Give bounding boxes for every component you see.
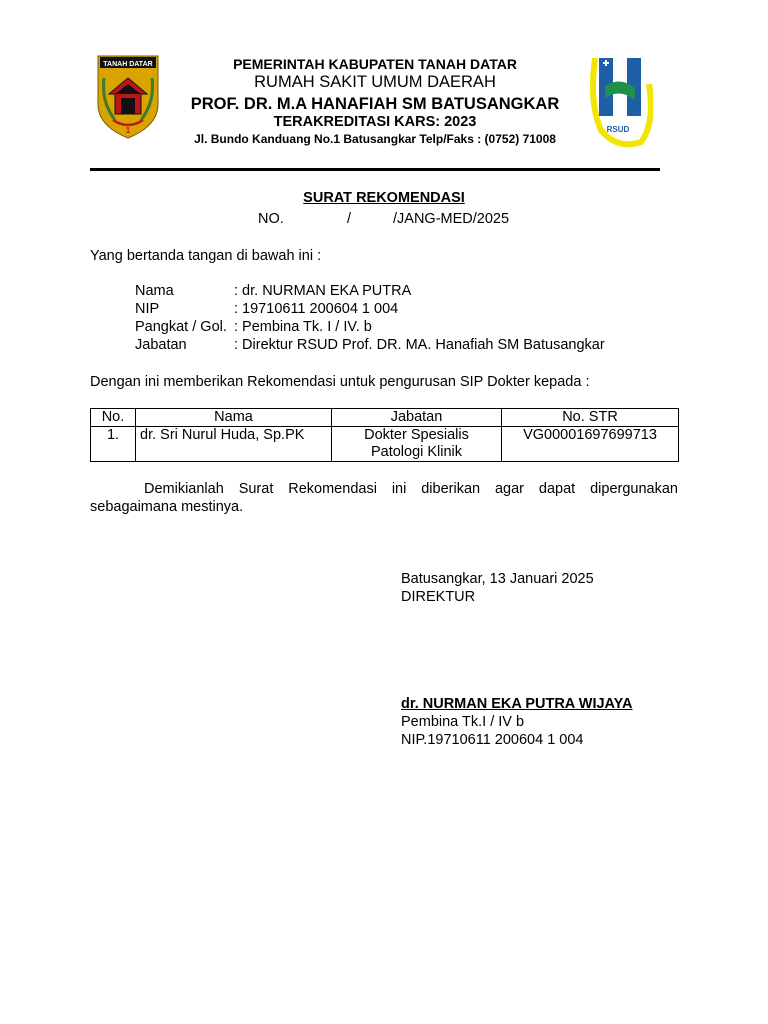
hospital-name: PROF. DR. M.A HANAFIAH SM BATUSANGKAR bbox=[190, 95, 560, 113]
signer-value-pangkat: : Pembina Tk. I / IV. b bbox=[234, 319, 372, 335]
signer-label-nip: NIP bbox=[135, 301, 160, 317]
signer-label-pangkat: Pangkat / Gol. bbox=[135, 319, 227, 335]
column-header-no: No. bbox=[91, 409, 136, 427]
letter-number-prefix: NO. bbox=[258, 211, 284, 227]
purpose-text: Dengan ini memberikan Rekomendasi untuk pengurusan SIP Dokter kepada : bbox=[90, 374, 590, 390]
signature-name: dr. NURMAN EKA PUTRA WIJAYA bbox=[401, 696, 633, 712]
rsud-logo-text: RSUD bbox=[606, 125, 630, 134]
letterhead-divider bbox=[90, 168, 660, 171]
cell-no: 1. bbox=[91, 427, 136, 462]
recommendation-table bbox=[90, 408, 679, 462]
signature-nip: NIP.19710611 200604 1 004 bbox=[401, 732, 584, 748]
government-name: PEMERINTAH KABUPATEN TANAH DATAR bbox=[233, 56, 517, 72]
tanah-datar-coat-of-arms-icon bbox=[95, 54, 161, 140]
letter-title: SURAT REKOMENDASI bbox=[303, 190, 465, 206]
table-row bbox=[91, 427, 679, 462]
signature-position: DIREKTUR bbox=[401, 589, 476, 605]
closing-paragraph: Demikianlah Surat Rekomendasi ini diberikan agar dapat dipergunakan sebagaimana mestinya. bbox=[90, 481, 678, 515]
letter-number-separator: / bbox=[347, 211, 352, 227]
cell-nama: dr. Sri Nurul Huda, Sp.PK bbox=[136, 427, 332, 462]
column-header-nama: Nama bbox=[136, 409, 332, 427]
accreditation: TERAKREDITASI KARS: 2023 bbox=[273, 114, 477, 130]
intro-text: Yang bertanda tangan di bawah ini : bbox=[90, 248, 322, 264]
signature-place-date: Batusangkar, 13 Januari 2025 bbox=[401, 571, 594, 587]
signer-label-jabatan: Jabatan bbox=[135, 337, 187, 353]
cell-jabatan-line1: Dokter Spesialis bbox=[364, 427, 469, 443]
column-header-str: No. STR bbox=[502, 409, 679, 427]
signature-rank: Pembina Tk.I / IV b bbox=[401, 714, 525, 730]
table-header-row bbox=[91, 409, 679, 427]
hospital-address: Jl. Bundo Kanduang No.1 Batusangkar Telp/Faks : (0752) 71008 bbox=[194, 132, 556, 146]
cell-str: VG00001697699713 bbox=[502, 427, 679, 462]
signer-value-nama: : dr. NURMAN EKA PUTRA bbox=[234, 283, 412, 299]
cell-jabatan bbox=[332, 427, 502, 462]
signer-value-jabatan: : Direktur RSUD Prof. DR. MA. Hanafiah SM Batusangkar bbox=[234, 337, 605, 353]
column-header-jabatan: Jabatan bbox=[332, 409, 502, 427]
hospital-type: RUMAH SAKIT UMUM DAERAH bbox=[254, 73, 496, 91]
cell-jabatan-line2: Patologi Klinik bbox=[370, 444, 463, 460]
svg-text:1: 1 bbox=[125, 126, 131, 135]
rsud-hospital-logo-icon bbox=[589, 54, 653, 150]
letter-number-suffix: /JANG-MED/2025 bbox=[393, 211, 510, 227]
signer-label-nama: Nama bbox=[135, 283, 174, 299]
logo-banner-text: TANAH DATAR bbox=[103, 61, 153, 68]
signer-value-nip: : 19710611 200604 1 004 bbox=[234, 301, 399, 317]
